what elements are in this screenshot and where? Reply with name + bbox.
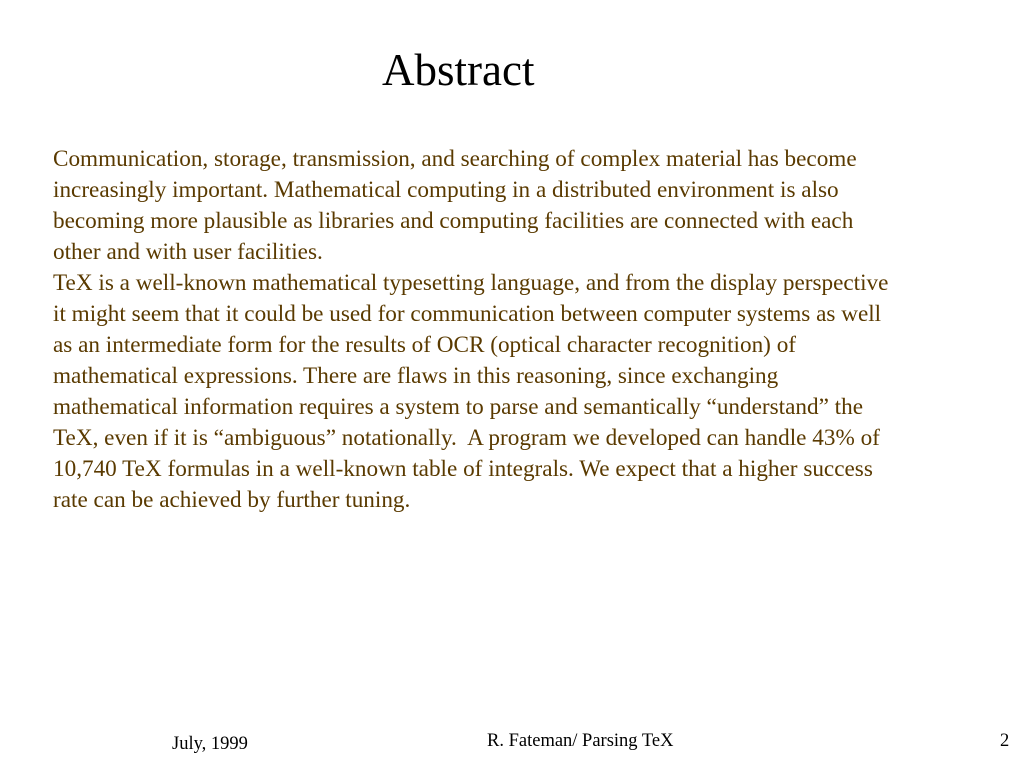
abstract-line: as an intermediate form for the results of OCR (optical character recognition) of <box>53 332 797 358</box>
abstract-line: mathematical expressions. There are flaws in this reasoning, since exchanging <box>53 363 779 389</box>
abstract-line: mathematical information requires a system to parse and semantically “understand” the <box>53 394 863 420</box>
abstract-line: rate can be achieved by further tuning. <box>53 487 411 513</box>
page-number: 2 <box>1000 731 1010 751</box>
footer-author-title: R. Fateman/ Parsing TeX <box>487 731 674 751</box>
abstract-line: increasingly important. Mathematical computing in a distributed environment is also <box>53 177 839 203</box>
slide-title: Abstract <box>382 45 535 95</box>
abstract-line: Communication, storage, transmission, and searching of complex material has become <box>53 146 857 172</box>
abstract-line: becoming more plausible as libraries and computing facilities are connected with each <box>53 208 854 234</box>
abstract-line: TeX is a well-known mathematical typesetting language, and from the display perspective <box>53 270 889 296</box>
abstract-line: 10,740 TeX formulas in a well-known table of integrals. We expect that a higher success <box>53 456 873 482</box>
abstract-line: TeX, even if it is “ambiguous” notationally. A program we developed can handle 43% of <box>53 425 880 451</box>
abstract-body <box>53 144 998 516</box>
abstract-line: it might seem that it could be used for communication between computer systems as well <box>53 301 882 327</box>
footer-date: July, 1999 <box>172 734 248 754</box>
abstract-line: other and with user facilities. <box>53 239 323 265</box>
